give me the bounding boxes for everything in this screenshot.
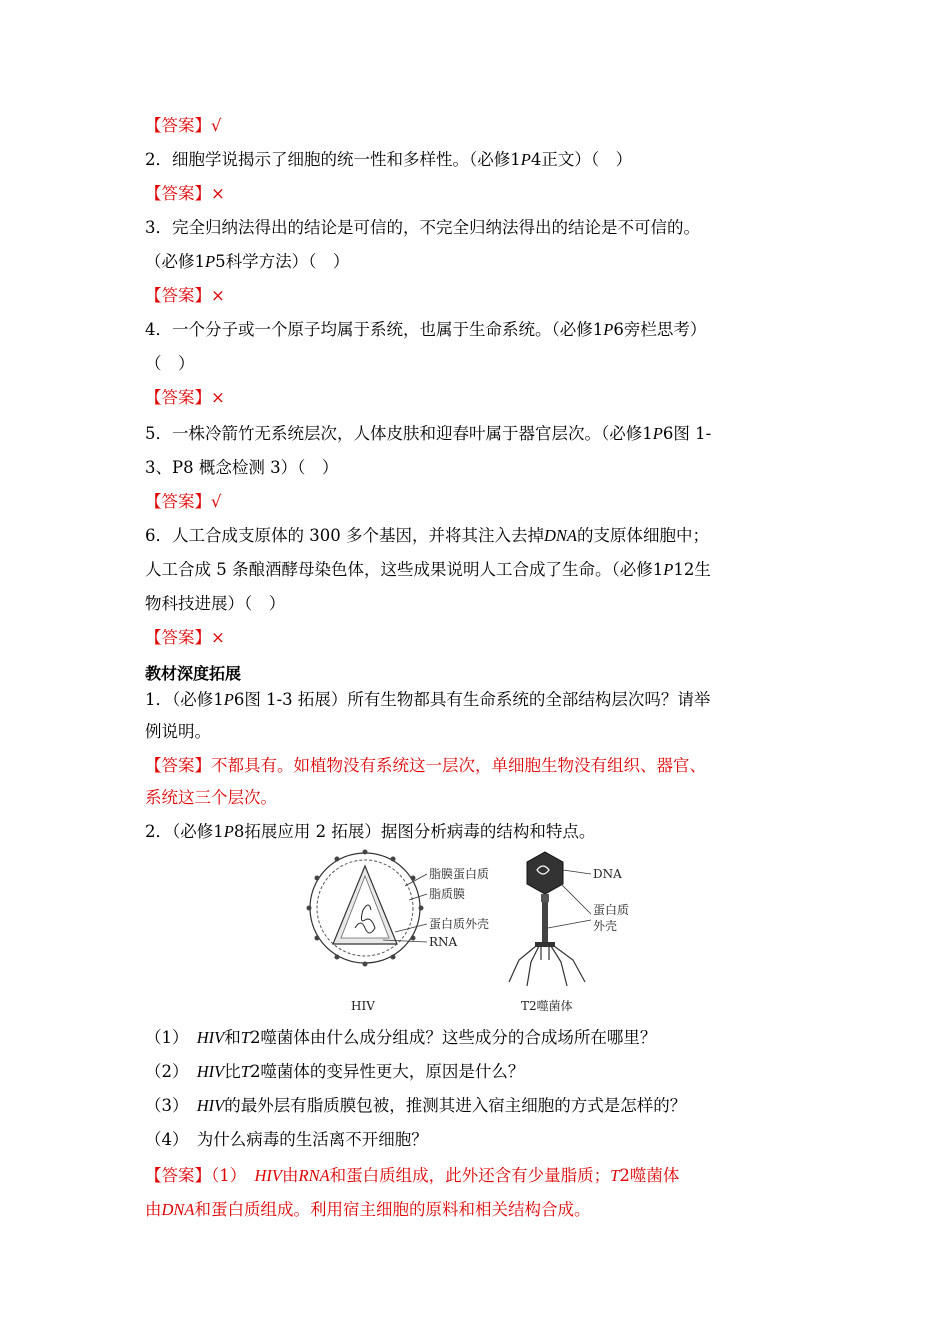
deep-answer-1-cont: 系统这三个层次。 <box>145 788 277 807</box>
t2-label-2: 外壳 <box>593 919 618 933</box>
t2-label-1: 蛋白质 <box>593 903 630 917</box>
virus-figure <box>305 848 665 1018</box>
hiv-label-0: 脂膜蛋白质 <box>429 867 490 881</box>
question-4: 4．一个分子或一个原子均属于系统，也属于生命系统。（必修1P6旁栏思考） <box>145 320 707 339</box>
answer-5: 【答案】√ <box>145 492 222 511</box>
question-6: 6．人工合成支原体的 300 多个基因，并将其注入去掉DNA的支原体细胞中； <box>145 526 709 545</box>
deep-question-1: 1．（必修1P6图 1-3 拓展）所有生物都具有生命系统的全部结构层次吗？请举 <box>145 690 711 709</box>
t2-label-0: DNA <box>593 867 622 881</box>
sub-question-4: （4） 为什么病毒的生活离不开细胞？ <box>145 1130 428 1149</box>
question-3: 3．完全归纳法得出的结论是可信的，不完全归纳法得出的结论是不可信的。 <box>145 218 700 237</box>
deep-answer-1: 【答案】不都具有。如植物没有系统这一层次，单细胞生物没有组织、器官、 <box>145 756 706 775</box>
hiv-label-2: 蛋白质外壳 <box>429 917 490 931</box>
section-title: 教材深度拓展 <box>145 664 242 683</box>
question-5: 5．一株冷箭竹无系统层次，人体皮肤和迎春叶属于器官层次。（必修1P6图 1- <box>145 424 712 443</box>
t2-phage-diagram <box>509 852 629 1013</box>
sub-question-2: （2） HIV比T2噬菌体的变异性更大，原因是什么？ <box>145 1062 525 1081</box>
deep-answer-2-cont: 由DNA和蛋白质组成。利用宿主细胞的原料和相关结构合成。 <box>145 1200 591 1219</box>
answer-3: 【答案】× <box>145 286 225 305</box>
question-5-cont: 3、P8 概念检测 3）（ ） <box>145 458 339 477</box>
hiv-caption: HIV <box>351 999 375 1013</box>
question-4-cont: （ ） <box>145 354 195 373</box>
sub-question-3: （3） HIV的最外层有脂质膜包被，推测其进入宿主细胞的方式是怎样的？ <box>145 1096 687 1115</box>
question-3-cont: （必修1P5科学方法）（ ） <box>145 252 350 271</box>
hiv-label-3: RNA <box>429 935 458 949</box>
answer-4: 【答案】× <box>145 388 225 407</box>
question-6-line2: 人工合成 5 条酿酒酵母染色体，这些成果说明人工合成了生命。（必修1P12生 <box>145 560 711 579</box>
t2-caption: T2噬菌体 <box>521 999 573 1013</box>
answer-1: 【答案】√ <box>145 116 222 135</box>
deep-question-2: 2．（必修1P8拓展应用 2 拓展）据图分析病毒的结构和特点。 <box>145 822 596 841</box>
deep-question-1-cont: 例说明。 <box>145 722 211 741</box>
answer-2: 【答案】× <box>145 184 225 203</box>
answer-6: 【答案】× <box>145 628 225 647</box>
hiv-label-1: 脂质膜 <box>429 887 466 901</box>
question-2: 2．细胞学说揭示了细胞的统一性和多样性。（必修1P4正文）（ ） <box>145 150 633 169</box>
hiv-diagram <box>307 850 490 1014</box>
deep-answer-2: 【答案】（1） HIV由RNA和蛋白质组成，此外还含有少量脂质；T2噬菌体 <box>145 1166 680 1185</box>
question-6-line3: 物科技进展）（ ） <box>145 594 286 613</box>
sub-question-1: （1） HIV和T2噬菌体由什么成分组成？这些成分的合成场所在哪里？ <box>145 1028 657 1047</box>
